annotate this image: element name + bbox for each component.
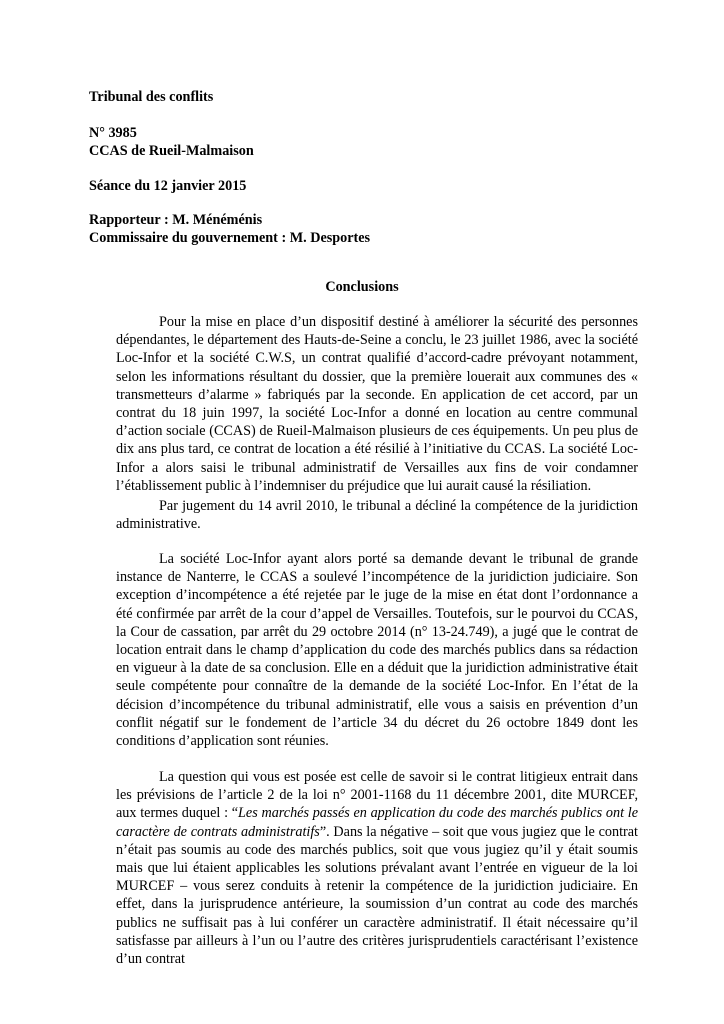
paragraph-2: Par jugement du 14 avril 2010, le tribunal a décliné la compétence de la juridiction administrative. bbox=[116, 498, 638, 533]
paragraph-4 bbox=[116, 768, 638, 968]
session-date: Séance du 12 janvier 2015 bbox=[89, 178, 247, 194]
paragraph-1: Pour la mise en place d’un dispositif destiné à améliorer la sécurité des personnes dépendantes, le département des Hauts-de-Seine a conclu, le 23 juillet 1986, avec la société Loc-Infor et la société C.W.S, un contrat qualifié d’accord-cadre prévoyant notamment, selon les informations résultant du dossier, que la première louerait aux communes des « transmetteurs d’alarme » fabriqués par la seconde. En application de cet accord, par un contrat du 18 juin 1997, la société Loc-Infor a donné en location au centre communal d’action sociale (CCAS) de Rueil-Malmaison plusieurs de ces équipements. Un peu plus de dix ans plus tard, ce contrat de location a été résilié à l’initiative du CCAS. La société Loc-Infor a alors saisi le tribunal administratif de Versailles aux fins de voir condamner l’établissement public à l’indemniser du préjudice que lui aurait causé la résiliation. bbox=[116, 314, 638, 494]
section-title: Conclusions bbox=[325, 279, 399, 295]
paragraph-4-text-end: ”. Dans la négative – soit que vous jugiez que le contrat n’était pas soumis au code des marchés publics, soit que vous jugiez qu’il y était soumis mais que lui étaient applicables les solutions prévalant avant l’entrée en vigueur de la loi MURCEF – vous serez conduits à retenir la compétence de la juridiction judiciaire. En effet, dans la jurisprudence antérieure, la soumission d’un contrat au code des marchés publics ne suffisait pas à lui conférer un caractère administratif. Il était nécessaire qu’il satisfasse par ailleurs à l’un ou l’autre des critères jurisprudentiels caractérisant l’existence d’un contrat bbox=[116, 823, 638, 968]
paragraph-3: La société Loc-Infor ayant alors porté sa demande devant le tribunal de grande instance de Nanterre, le CCAS a soulevé l’incompétence de la juridiction judiciaire. Son exception d’incompétence a été rejetée par le juge de la mise en état dont l’ordonnance a été confirmée par arrêt de la cour d’appel de Versailles. Toutefois, sur le pourvoi du CCAS, la Cour de cassation, par arrêt du 29 octobre 2014 (n° 13-24.749), a jugé que le contrat de location entrait dans le champ d’application du code des marchés publics dans sa rédaction en vigueur à la date de sa conclusion. Elle en a déduit que la juridiction administrative était seule compétente pour connaître de la demande de la société Loc-Infor. En l’état de la décision d’incompétence du tribunal administratif, elle vous a saisis en prévention d’un conflit négatif sur le fondement de l’article 34 du décret du 26 octobre 1849 dont les conditions d’application sont réunies. bbox=[116, 551, 638, 750]
paragraph-4-quotation: Les marchés passés en application du code des marchés publics ont le caractère de contrats administratifs bbox=[116, 805, 639, 840]
case-name: CCAS de Rueil-Malmaison bbox=[89, 143, 254, 159]
paragraph-4-text-start: La question qui vous est posée est celle de savoir si le contrat litigieux entrait dans les prévisions de l’article 2 de la loi n° 2001-1168 du 11 décembre 2001, dite MURCEF, aux termes duquel : “ bbox=[116, 769, 638, 822]
case-number: N° 3985 bbox=[89, 125, 137, 141]
commissaire-line: Commissaire du gouvernement : M. Desportes bbox=[89, 230, 371, 246]
rapporteur-line: Rapporteur : M. Ménéménis bbox=[89, 212, 263, 228]
court-name: Tribunal des conflits bbox=[89, 89, 214, 105]
